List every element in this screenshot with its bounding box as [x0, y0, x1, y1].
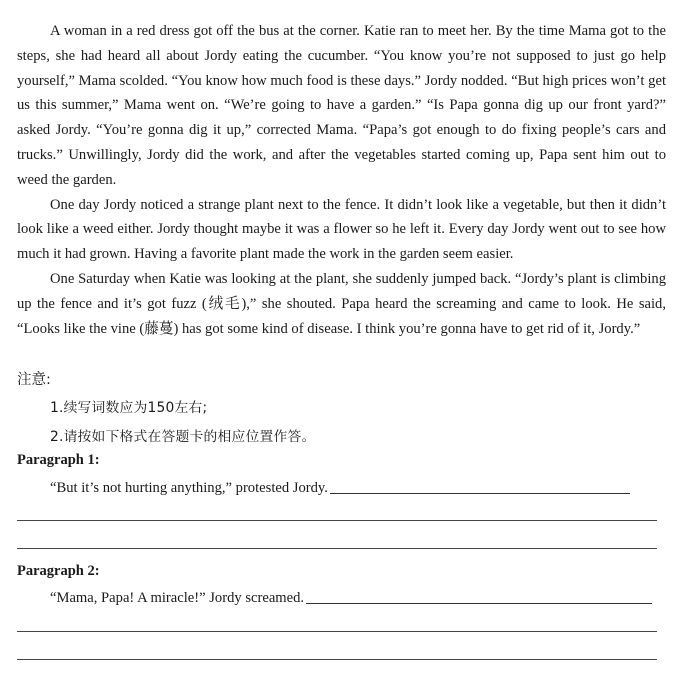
paragraph-2-opening-row [50, 590, 652, 607]
paragraph-2-heading: Paragraph 2: [17, 563, 100, 579]
paragraph-1-opening-row [50, 480, 630, 497]
paragraph-2-answer-line[interactable] [17, 659, 657, 660]
notes-label: 注意: [17, 372, 51, 388]
note-item-format: 2.请按如下格式在答题卡的相应位置作答。 [50, 429, 316, 445]
note-item-word-count: 1.续写词数应为150左右; [50, 400, 208, 416]
paragraph-1-opening-sentence: “But it’s not hurting anything,” protested Jordy. [50, 480, 328, 496]
paragraph-2-answer-line[interactable] [17, 631, 657, 632]
paragraph-2-opening-sentence: “Mama, Papa! A miracle!” Jordy screamed. [50, 590, 305, 606]
story-paragraph-1: A woman in a red dress got off the bus at the corner. Katie ran to meet her. By the time Mama got to the steps, she had heard all about Jordy eating the cucumber. “You know you’re not supposed to just go help yourself,” Mama scolded. “You know how much food is these days.” Jordy nodded. “But high prices won’t get us this summer,” Mama went on. “We’re going to have a garden.” “Is Papa gonna dig up our front yard?” asked Jordy. “You’re gonna dig it up,” corrected Mama. “Papa’s got enough to do fixing people’s cars and trucks.” Unwillingly, Jordy did the work, and after the vegetables started coming up, Papa sent him out to weed the garden. [17, 23, 666, 188]
story-paragraph-3: One Saturday when Katie was looking at the plant, she suddenly jumped back. “Jordy’s plant is climbing up the fence and it’s got fuzz (绒毛),” she shouted. Papa heard the screaming and came to look. He said, “Looks like the vine (藤蔓) has got some kind of disease. I think you’re gonna have to get rid of it, Jordy.” [17, 270, 666, 337]
paragraph-1-answer-line[interactable] [17, 548, 657, 549]
paragraph-1-answer-line[interactable] [17, 520, 657, 521]
paragraph-2-answer-line-inline[interactable] [306, 602, 652, 604]
story-text [0, 19, 692, 341]
paragraph-1-heading: Paragraph 1: [17, 452, 100, 468]
paragraph-1-answer-line-inline[interactable] [330, 492, 630, 494]
story-paragraph-2: One day Jordy noticed a strange plant next to the fence. It didn’t look like a vegetable, but then it didn’t look like a weed either. Jordy thought maybe it was a flower so he left it. Every day Jordy went out to see how much it had grown. Having a favorite plant made the work in the garden seem easier. [17, 196, 666, 263]
